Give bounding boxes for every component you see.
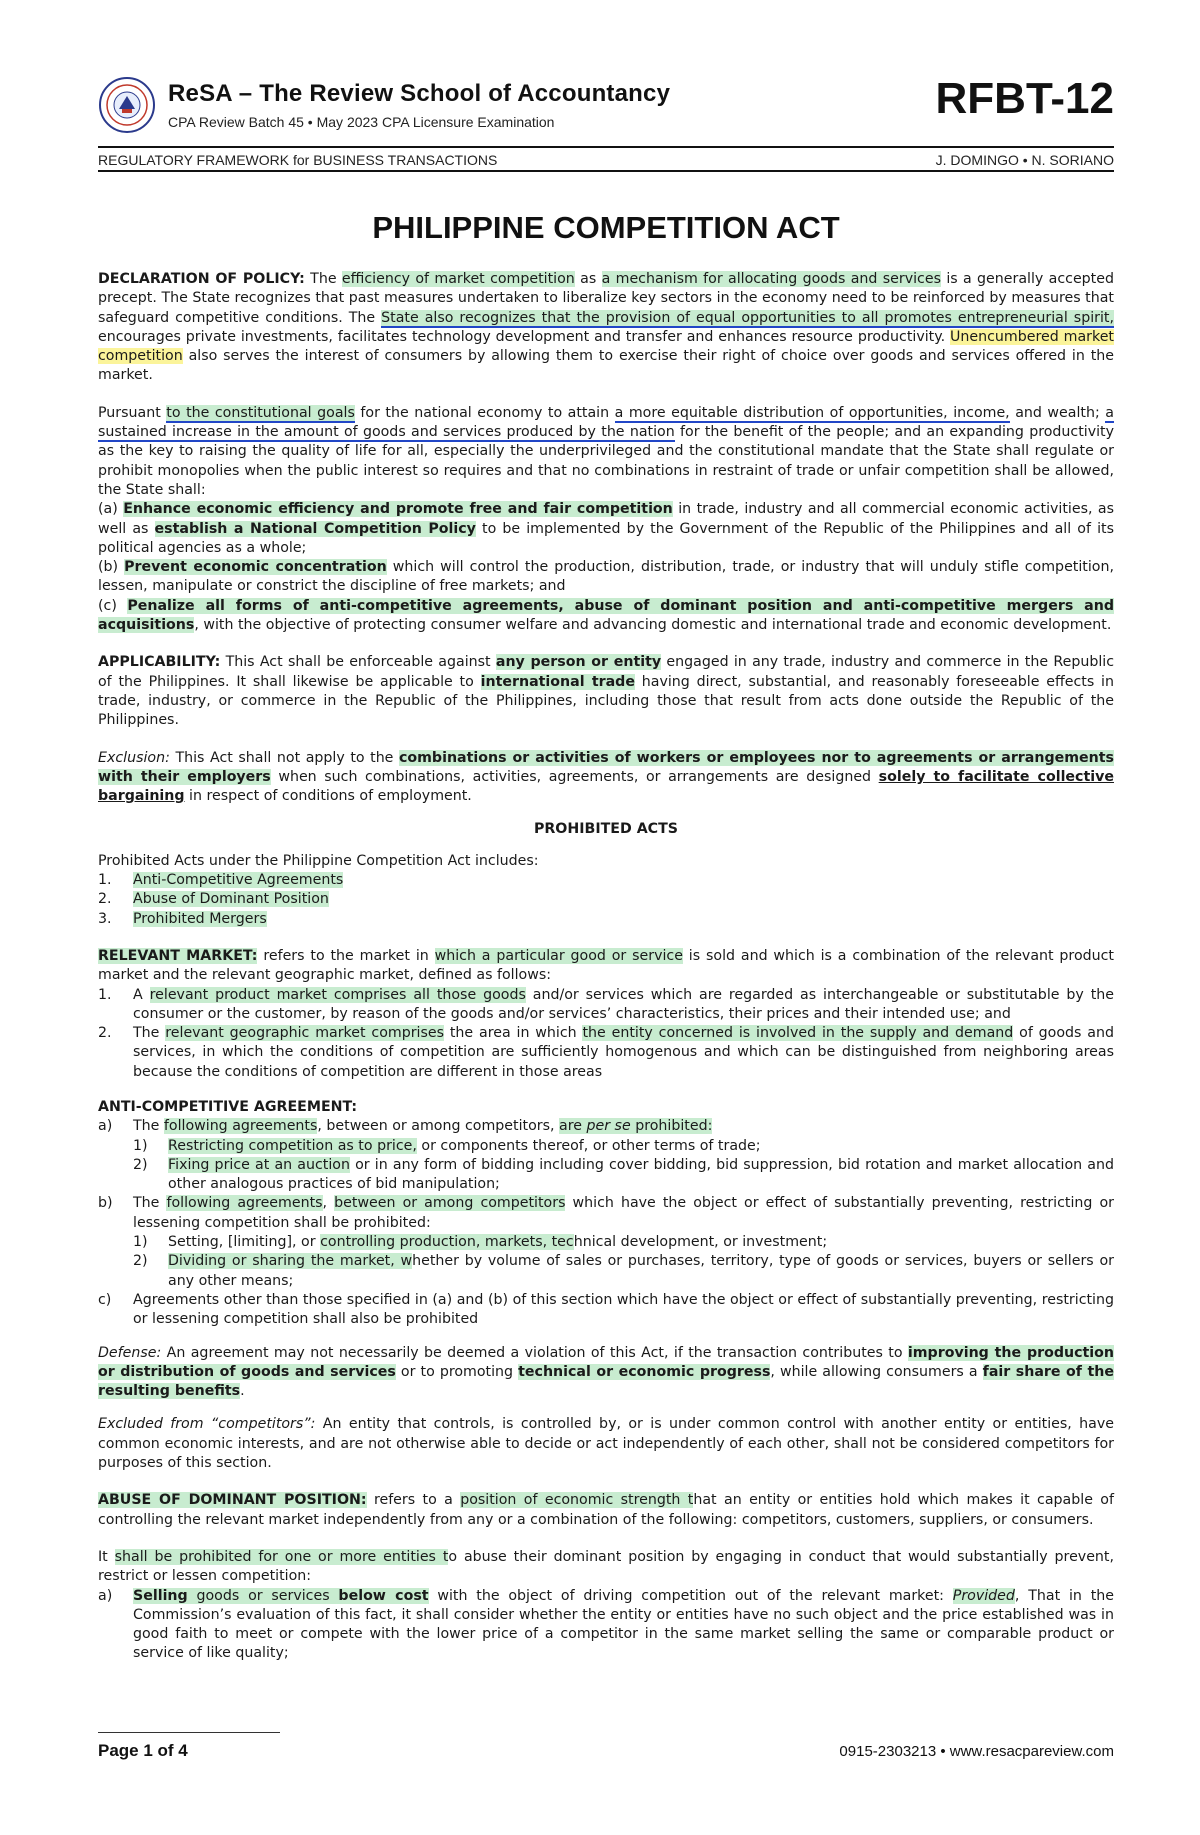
text: (c) <box>98 597 128 614</box>
list-item-a <box>98 1117 1114 1194</box>
bold-highlight: Enhance economic efficiency and promote free and fair competition <box>123 501 673 518</box>
text: (a) <box>98 501 124 518</box>
excluded-label: Excluded from “competitors”: <box>98 1416 316 1433</box>
text: , while allowing consumers a <box>770 1363 983 1380</box>
highlight: Dividing or sharing the market, w <box>168 1253 413 1270</box>
text: The <box>133 1025 166 1042</box>
highlight: between or among competitors <box>334 1195 566 1212</box>
pursuant-paragraph <box>98 404 1114 500</box>
highlight: which a particular good or service <box>434 947 683 964</box>
list-number: 1. <box>98 872 112 889</box>
list-number: 2. <box>98 891 112 908</box>
list-text: Prohibited Mergers <box>133 910 267 927</box>
list-item-c <box>98 1291 1114 1330</box>
text: , with the objective of protecting consumer welfare and advancing domestic and international trade and economic development. <box>194 617 1112 634</box>
list-item <box>98 910 1114 929</box>
subject-title: REGULATORY FRAMEWORK for BUSINESS TRANSACTIONS <box>98 152 498 168</box>
abuse-prohibition-paragraph <box>98 1548 1114 1587</box>
text: The <box>304 271 342 287</box>
excluded-competitors-paragraph <box>98 1415 1114 1473</box>
text: This Act shall be enforceable against <box>220 654 496 671</box>
sub-number: 1) <box>133 1137 148 1154</box>
list-text: Anti-Competitive Agreements <box>133 872 344 889</box>
page-header <box>98 74 1114 170</box>
text: in trade, industry and all commercial economic activities, as well as <box>98 501 1114 537</box>
text: Agreements other than those specified in (a) and (b) of this section which have the object or effect of substantially preventing, restricting or lessening competition shall also be prohibited <box>133 1291 1114 1328</box>
text: encourages private investments, facilitates technology development and transfer and enhances resource productivity. <box>98 328 951 345</box>
policy-item-a <box>98 500 1114 558</box>
batch-info: CPA Review Batch 45 • May 2023 CPA Licensure Examination <box>168 114 555 130</box>
bold-highlight: combinations or activities of workers or employees nor to agreements or arrangements with their employers <box>98 749 1114 785</box>
text: . <box>240 1383 245 1400</box>
sub-item <box>133 1137 1114 1156</box>
italic-text: per se <box>586 1118 631 1135</box>
underlined-highlight: State also recognizes that the provision of equal opportunities to all promotes entrepreneurial spirit, <box>381 309 1114 326</box>
bold-highlight: fair share of the resulting benefits <box>98 1363 1114 1400</box>
list-number: 1. <box>98 986 112 1003</box>
text: refers to a <box>366 1492 461 1509</box>
bold-highlight: Penalize all forms of anti-competitive agreements, abuse of dominant position and anti-competitive mergers and acquisitions <box>98 597 1114 634</box>
italic-highlight: Provided <box>952 1587 1015 1604</box>
bold-highlight: technical or economic progress <box>518 1363 771 1380</box>
defense-label: Defense: <box>98 1344 162 1361</box>
highlight: shall be prohibited for one or more entities t <box>114 1548 449 1565</box>
list-letter: b) <box>98 1195 113 1212</box>
highlight: Fixing price at an auction <box>168 1156 350 1173</box>
sub-item <box>133 1252 1114 1291</box>
text: is sold and which is a combination of the relevant product market and the relevant geographic market, defined as follows: <box>98 947 1114 984</box>
text: having direct, substantial, and reasonably foreseeable effects in trade, industry, or commerce in the Republic of the Philippines, including those that result from acts done outside the Republic of the Philippines. <box>98 673 1114 729</box>
document-body <box>98 270 1114 1664</box>
highlight: following agreements <box>163 1118 318 1135</box>
highlight: controlling production, markets, tec <box>320 1234 574 1251</box>
underlined-text: a sustained increase in the amount of goods and services produced by the nation <box>98 404 1114 441</box>
relevant-market-paragraph <box>98 947 1114 986</box>
highlight <box>559 1118 712 1134</box>
text: A <box>133 986 150 1003</box>
applicability-label: APPLICABILITY: <box>98 654 221 671</box>
list-text: Abuse of Dominant Position <box>133 891 329 908</box>
text: is a generally accepted precept. The State recognizes that past measures undertaken to liberalize key sectors in the economy need to be reinforced by measures that safeguard competitive conditions. The <box>98 271 1114 326</box>
text: It <box>98 1548 115 1565</box>
highlight: efficiency of market competition <box>341 271 575 287</box>
text: An entity that controls, is controlled by, or is under common control with another entity or entities, have common economic interests, and are not otherwise able to decide or act independently of each other, shall not be considered competitors for purposes of this section. <box>98 1416 1114 1472</box>
sub-item <box>133 1233 1114 1252</box>
list-item <box>98 890 1114 909</box>
text: which will control the production, distribution, trade, or industry that will unduly stifle competition, lessen, manipulate or constrict the discipline of free markets; and <box>98 559 1114 595</box>
yellow-highlight: Unencumbered market competition <box>98 328 1114 365</box>
text: or in any form of bidding including cover bidding, bid suppression, bid rotation and market allocation and other analogous practices of bid manipulation; <box>168 1156 1115 1193</box>
text: o abuse their dominant position by engaging in conduct that would substantially prevent, restrict or lessen competition: <box>98 1548 1114 1585</box>
text: prohibited: <box>630 1118 713 1135</box>
bold-highlight: any person or entity <box>495 654 662 671</box>
bold-highlight: establish a National Competition Policy <box>154 520 476 537</box>
abuse-label: ABUSE OF DOMINANT POSITION: <box>98 1492 367 1509</box>
text: Pursuant <box>98 404 167 421</box>
defense-paragraph <box>98 1344 1114 1402</box>
text: engaged in any trade, industry and commerce in the Republic of the Philippines. It shall likewise be applicable to <box>98 654 1115 690</box>
text: and/or services which are regarded as interchangeable or substitutable by the consumer or the customer, by reason of the goods and/or services’ characteristics, their prices and their intended use; and <box>133 986 1114 1022</box>
sub-number: 2) <box>133 1156 148 1173</box>
text: or components thereof, or other terms of trade; <box>416 1137 761 1154</box>
bold-underlined-text: solely to facilitate collective bargaining <box>98 768 1114 805</box>
bold-highlight: Prevent economic concentration <box>124 559 387 576</box>
list-item-b <box>98 1194 1114 1290</box>
text: hether by volume of sales or purchases, territory, type of goods or services, buyers or sellers or any other means; <box>168 1253 1114 1289</box>
underlined-text: a more equitable distribution of opportunities, income, <box>614 404 1010 421</box>
school-name: ReSA – The Review School of Accountancy <box>168 80 671 107</box>
highlight: following agreements <box>166 1195 323 1212</box>
policy-item-c <box>98 597 1114 636</box>
sub-list <box>133 1137 1114 1195</box>
sub-list <box>133 1233 1114 1291</box>
text: when such combinations, activities, agreements, or arrangements are designed <box>270 768 879 785</box>
header-rule-bottom <box>98 170 1114 172</box>
anti-competitive-list <box>98 1117 1114 1329</box>
sub-number: 1) <box>133 1234 148 1251</box>
list-item <box>98 871 1114 890</box>
highlight: Restricting competition as to price, <box>168 1137 417 1154</box>
text: with the object of driving competition out of the relevant market: <box>428 1587 953 1604</box>
highlight: relevant product market comprises all those goods <box>149 986 526 1003</box>
relevant-market-list <box>98 986 1114 1082</box>
document-title: PHILIPPINE COMPETITION ACT <box>372 210 840 245</box>
text: (b) <box>98 559 125 576</box>
footer-contact: 0915-2303213 • www.resacpareview.com <box>839 1743 1114 1760</box>
text: which have the object or effect of substantially preventing, restricting or lessening competition shall be prohibited: <box>133 1195 1115 1231</box>
prohibited-acts-heading: PROHIBITED ACTS <box>533 821 678 838</box>
anti-competitive-heading: ANTI-COMPETITIVE AGREEMENT: <box>98 1098 358 1115</box>
text: refers to the market in <box>257 947 435 964</box>
highlight <box>133 1588 429 1604</box>
prohibited-acts-list <box>98 871 1114 929</box>
text: goods or services <box>187 1587 339 1604</box>
list-number: 2. <box>98 1025 112 1042</box>
highlight: the entity concerned is involved in the supply and demand <box>582 1025 1014 1042</box>
text: the area in which <box>444 1025 583 1042</box>
text: also serves the interest of consumers by allowing them to exercise their right of choice over goods and services offered in the market. <box>98 348 1114 384</box>
module-code: RFBT-12 <box>935 74 1114 123</box>
sub-item <box>133 1156 1114 1195</box>
text: This Act shall not apply to the <box>169 749 399 766</box>
declaration-label: DECLARATION OF POLICY: <box>98 271 305 287</box>
header-rule-top <box>98 146 1114 148</box>
bold-text: Selling <box>133 1587 188 1604</box>
text: hnical development, or investment; <box>573 1234 828 1251</box>
text: The <box>133 1118 164 1135</box>
text: of goods and services, in which the conditions of competition are sufficiently homogenous and which can be distinguished from neighboring areas because the conditions of competition are different in those areas <box>133 1025 1114 1080</box>
text: , <box>322 1195 335 1212</box>
applicability-paragraph <box>98 653 1114 730</box>
highlight: relevant geographic market comprises <box>165 1025 445 1042</box>
text: , That in the Commission’s evaluation of this fact, it shall consider whether the entity or entities have no such object and the price established was in good faith to meet or compete with the lower price of a competitor in the same market selling the same or comparable product or service of like quality; <box>133 1587 1114 1662</box>
footer-rule <box>98 1732 280 1733</box>
text: hat an entity or entities hold which makes it capable of controlling the relevant market independently from any or a combination of the following: competitors, customers, suppliers, or consumers. <box>98 1492 1114 1528</box>
text: An agreement may not necessarily be deemed a violation of this Act, if the transaction contributes to <box>161 1344 908 1361</box>
text: and wealth; <box>1009 404 1106 421</box>
policy-item-b <box>98 558 1114 597</box>
highlight: position of economic strength t <box>460 1492 694 1509</box>
text: Setting, [limiting], or <box>168 1234 321 1251</box>
resa-seal-logo <box>98 76 156 134</box>
text: in respect of conditions of employment. <box>184 788 472 805</box>
text: to be implemented by the Government of the Republic of the Philippines and all of its political agencies as a whole; <box>98 520 1114 556</box>
text: , between or among competitors, <box>317 1118 560 1135</box>
text: for the benefit of the people; and an expanding productivity as the key to raising the quality of life for all, especially the underprivileged and the constitutional mandate that the State shall regulate or prohibit monopolies when the public interest so requires and that no combinations in restraint of trade or unfair competition shall be allowed, the State shall: <box>98 424 1115 498</box>
text: as <box>574 271 602 287</box>
list-item <box>98 986 1114 1025</box>
exclusion-label: Exclusion: <box>98 749 170 766</box>
list-letter: a) <box>98 1118 113 1135</box>
text: or to promoting <box>395 1363 519 1380</box>
list-number: 3. <box>98 910 112 927</box>
relevant-market-label: RELEVANT MARKET: <box>98 947 258 964</box>
abuse-definition-paragraph <box>98 1491 1114 1530</box>
list-letter: c) <box>98 1291 112 1308</box>
prohibited-acts-intro: Prohibited Acts under the Philippine Competition Act includes: <box>98 852 539 869</box>
sub-number: 2) <box>133 1253 148 1270</box>
bold-highlight: international trade <box>480 673 635 690</box>
list-letter: a) <box>98 1587 113 1604</box>
text: are <box>559 1118 587 1135</box>
text: for the national economy to attain <box>354 404 615 421</box>
abuse-list <box>98 1587 1114 1664</box>
text: The <box>133 1195 167 1212</box>
list-item-a <box>98 1587 1114 1664</box>
underlined-highlight: to the constitutional goals <box>166 404 355 421</box>
highlight: a mechanism for allocating goods and services <box>601 271 941 287</box>
list-item <box>98 1024 1114 1082</box>
exclusion-paragraph <box>98 749 1114 807</box>
declaration-paragraph <box>98 270 1114 386</box>
authors: J. DOMINGO • N. SORIANO <box>935 152 1114 168</box>
page-number: Page 1 of 4 <box>98 1741 188 1760</box>
bold-text: below cost <box>338 1587 429 1604</box>
bold-highlight: improving the production or distribution of goods and services <box>98 1344 1115 1380</box>
